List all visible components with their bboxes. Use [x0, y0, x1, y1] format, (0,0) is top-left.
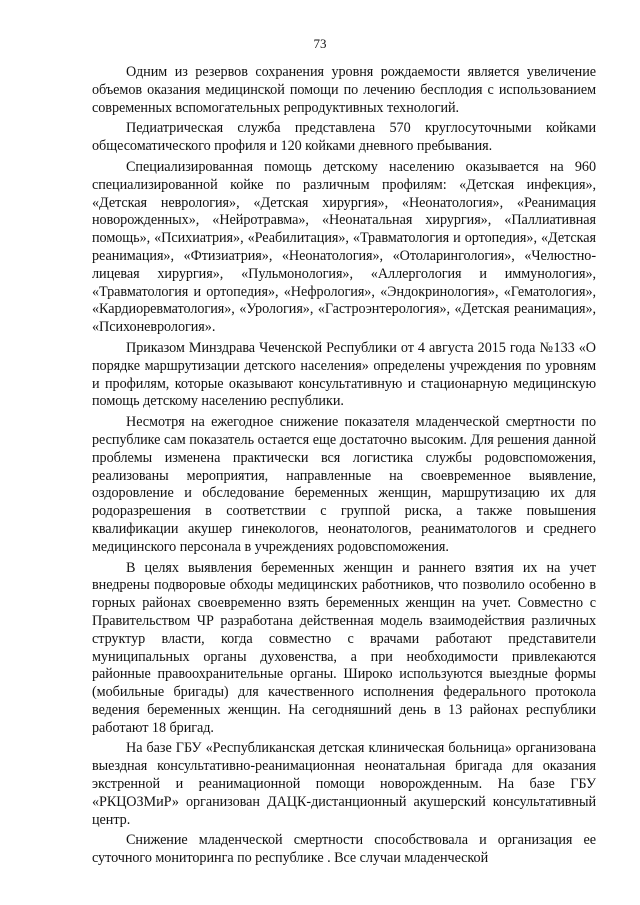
paragraph-neonatal-team: На базе ГБУ «Республиканская детская клиническая больница» организована выездная консультативно-реанимационная неонатальная бригада для оказания экстренной и реанимационной помощи новорожденным. На базе ГБУ «РКЦОЗМиР» организован ДАЦК-дистанционный акушерский консультативный центр. [92, 740, 596, 828]
paragraph-infertility-treatment: Одним из резервов сохранения уровня рождаемости является увеличение объемов оказания медицинской помощи по лечению бесплодия с использованием современных вспомогательных репродуктивных технологий. [92, 64, 596, 116]
paragraph-monitoring: Снижение младенческой смертности способствовала и организация ее суточного мониторинга по республике . Все случаи младенческой [92, 832, 596, 867]
page-number: 73 [313, 36, 327, 51]
paragraph-pediatric-service: Педиатрическая служба представлена 570 круглосуточными койками общесоматического профиля и 120 койками дневного пребывания. [92, 120, 596, 155]
paragraph-specialized-care: Специализированная помощь детскому населению оказывается на 960 специализированной койке по различным профилям: «Детская инфекция», «Детская неврология», «Детская хирургия», «Неонатология», «Реанимация новорожденных», «Нейротравма», «Неонатальная хирургия», «Паллиативная помощь», «Психиатрия», «Реабилитация», «Травматология и ортопедия», «Детская реанимация», «Фтизиатрия», «Неонатология», «Отоларингология», «Челюстно-лицевая хирургия», «Пульмонология», «Аллергология и иммунология», «Травматология и ортопедия», «Нефрология», «Эндокринология», «Гематология», «Кардиоревматология», «Урология», «Гастроэнтерология», «Детская реанимация», «Психоневрология». [92, 158, 596, 336]
paragraph-infant-mortality: Несмотря на ежегодное снижение показателя младенческой смертности по республике сам показатель остается еще достаточно высоким. Для решения данной проблемы изменена практически вся логистика службы родовспоможения, реализованы мероприятия, направленные на своевременное выявление, оздоровление и обследование беременных женщин, маршрутизацию их для родоразрешения в соответствии с группой риска, а также повышения квалификации акушер гинекологов, неонатологов, реаниматологов и среднего медицинского персонала в учреждениях родовспоможения. [92, 414, 596, 555]
paragraph-pregnancy-registration: В целях выявления беременных женщин и раннего взятия их на учет внедрены подворовые обходы медицинских работников, что позволило особенно в горных районах своевременно взять беременных женщин на учет. Совместно с Правительством ЧР разработана действенная модель взаимодействия различных структур власти, когда совместно с врачами работают представители муниципальных органы духовенства, а при необходимости привлекаются районные правоохранительные органы. Широко используются выездные формы (мобильные бригады) для качественного исполнения федерального протокола ведения беременных женщин. На сегодняшний день в 13 районах республики работают 18 бригад. [92, 559, 596, 736]
paragraph-routing-order: Приказом Минздрава Чеченской Республики от 4 августа 2015 года №133 «О порядке маршрутизации детского населения» определены учреждения по уровням и профилям, которые оказывают консультативную и стационарную медицинскую помощь детскому населению республики. [92, 339, 596, 410]
document-body [92, 64, 596, 871]
